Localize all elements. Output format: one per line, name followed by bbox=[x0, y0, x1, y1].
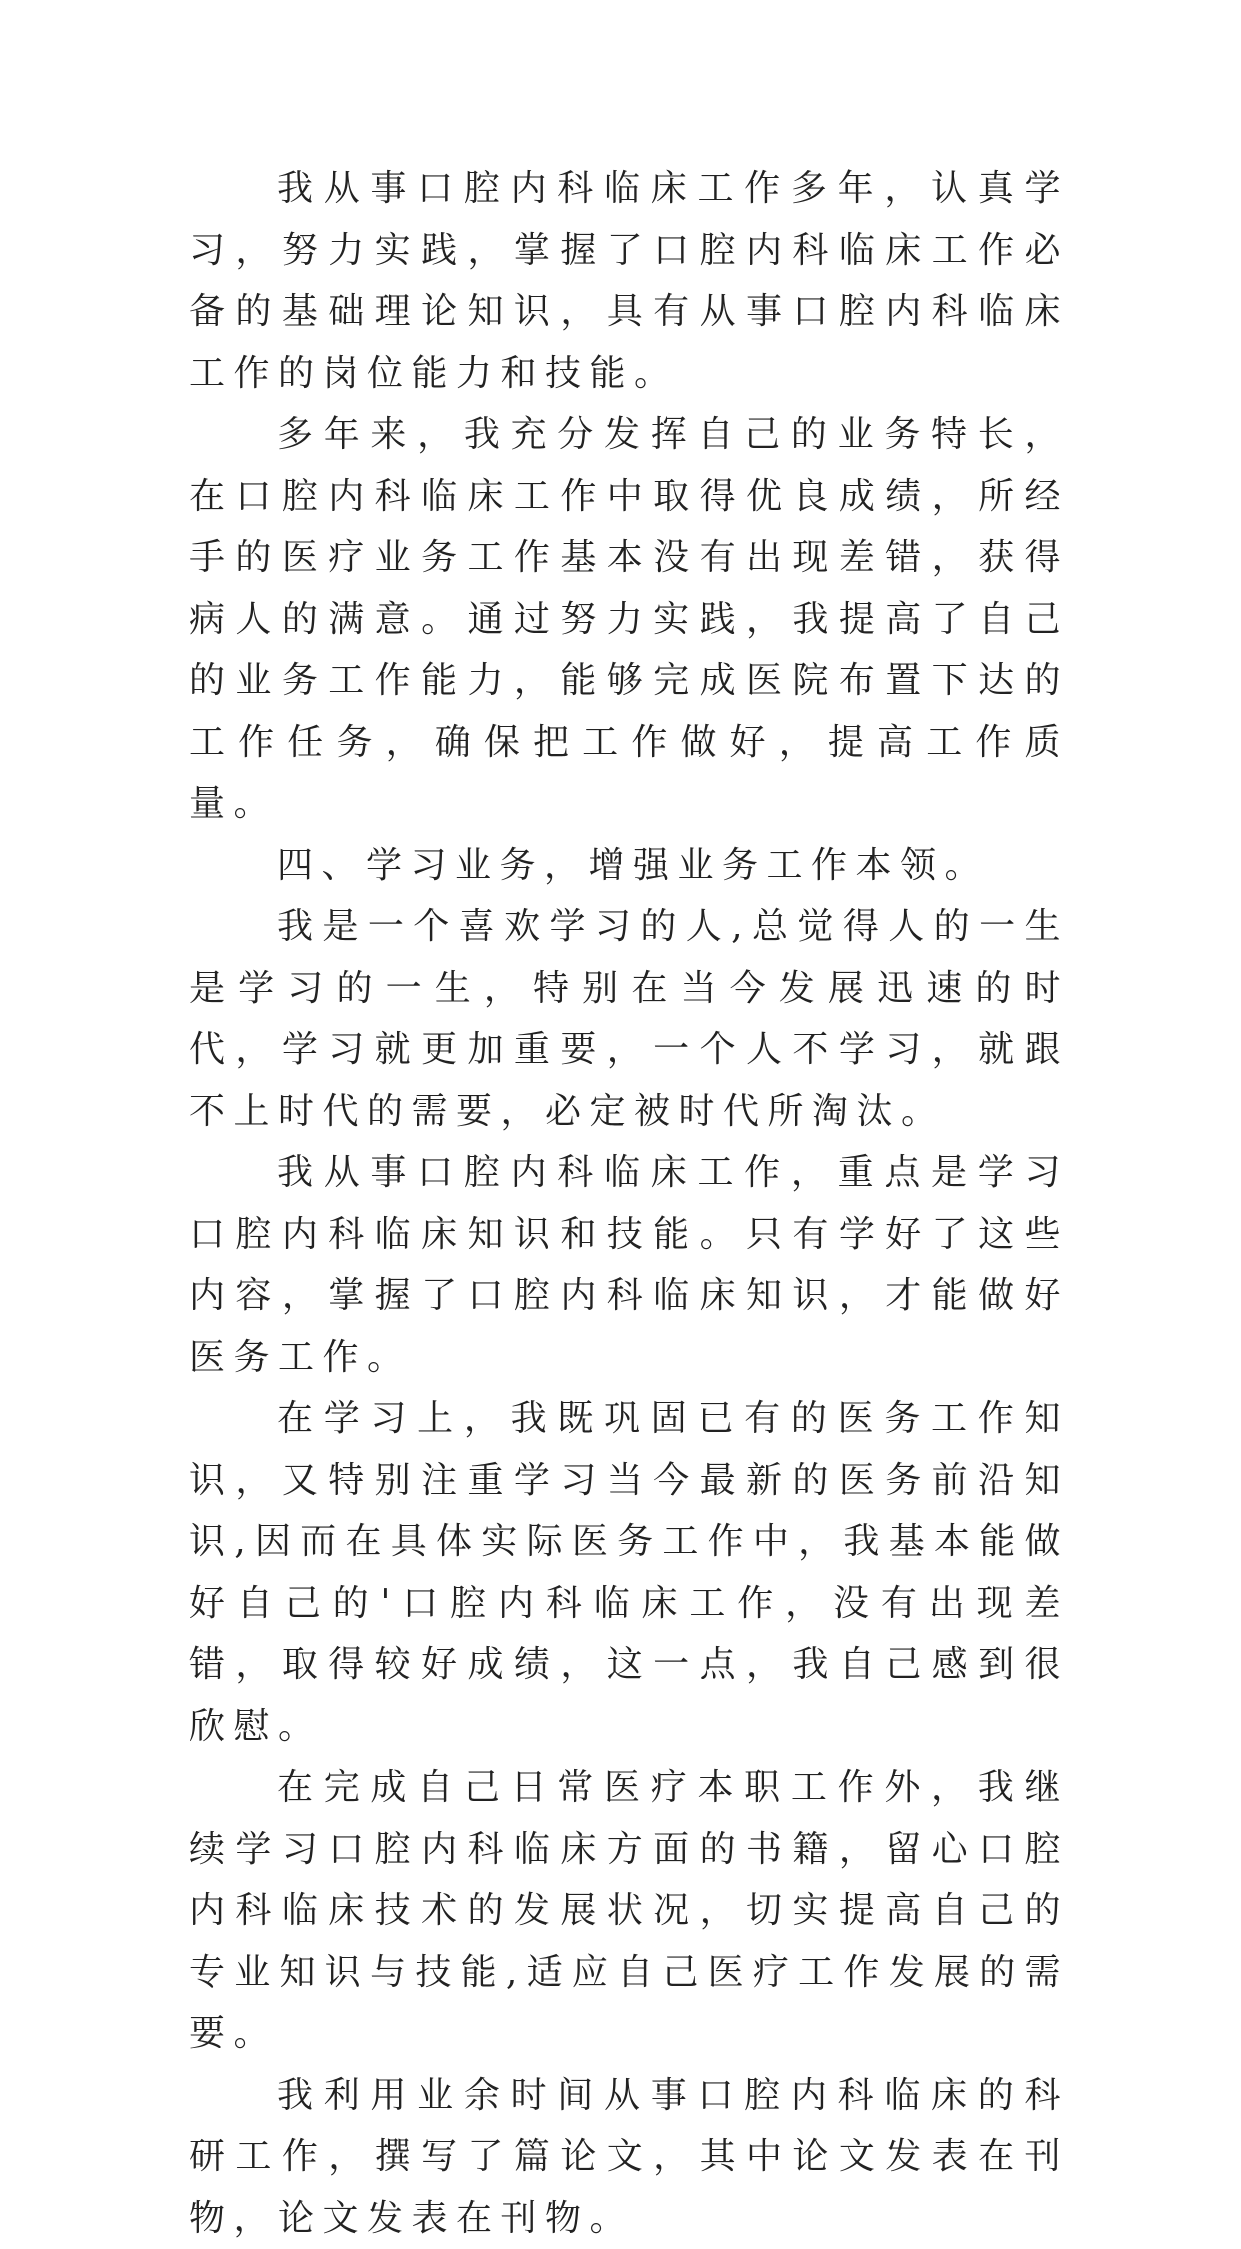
paragraph: 我从事口腔内科临床工作，重点是学习口腔内科临床知识和技能。只有学好了这些内容，掌握了口腔内科临床知识，才能做好医务工作。 bbox=[189, 1142, 1069, 1388]
paragraph: 我从事口腔内科临床工作多年，认真学习，努力实践，掌握了口腔内科临床工作必备的基础理论知识，具有从事口腔内科临床工作的岗位能力和技能。 bbox=[189, 158, 1069, 404]
paragraph: 多年来，我充分发挥自己的业务特长，在口腔内科临床工作中取得优良成绩，所经手的医疗业务工作基本没有出现差错，获得病人的满意。通过努力实践，我提高了自己的业务工作能力，能够完成医院布置下达的工作任务，确保把工作做好，提高工作质量。 bbox=[189, 404, 1069, 835]
section-heading: 四、学习业务，增强业务工作本领。 bbox=[189, 835, 1069, 897]
document-body bbox=[189, 158, 1069, 2249]
paragraph: 我利用业余时间从事口腔内科临床的科研工作，撰写了篇论文，其中论文发表在刊物，论文发表在刊物。 bbox=[189, 2065, 1069, 2249]
paragraph: 在完成自己日常医疗本职工作外，我继续学习口腔内科临床方面的书籍，留心口腔内科临床技术的发展状况，切实提高自己的专业知识与技能,适应自己医疗工作发展的需要。 bbox=[189, 1757, 1069, 2065]
paragraph: 我是一个喜欢学习的人,总觉得人的一生是学习的一生，特别在当今发展迅速的时代，学习就更加重要，一个人不学习，就跟不上时代的需要，必定被时代所淘汰。 bbox=[189, 896, 1069, 1142]
paragraph: 在学习上，我既巩固已有的医务工作知识，又特别注重学习当今最新的医务前沿知识,因而在具体实际医务工作中，我基本能做好自己的'口腔内科临床工作，没有出现差错，取得较好成绩，这一点，我自己感到很欣慰。 bbox=[189, 1388, 1069, 1757]
